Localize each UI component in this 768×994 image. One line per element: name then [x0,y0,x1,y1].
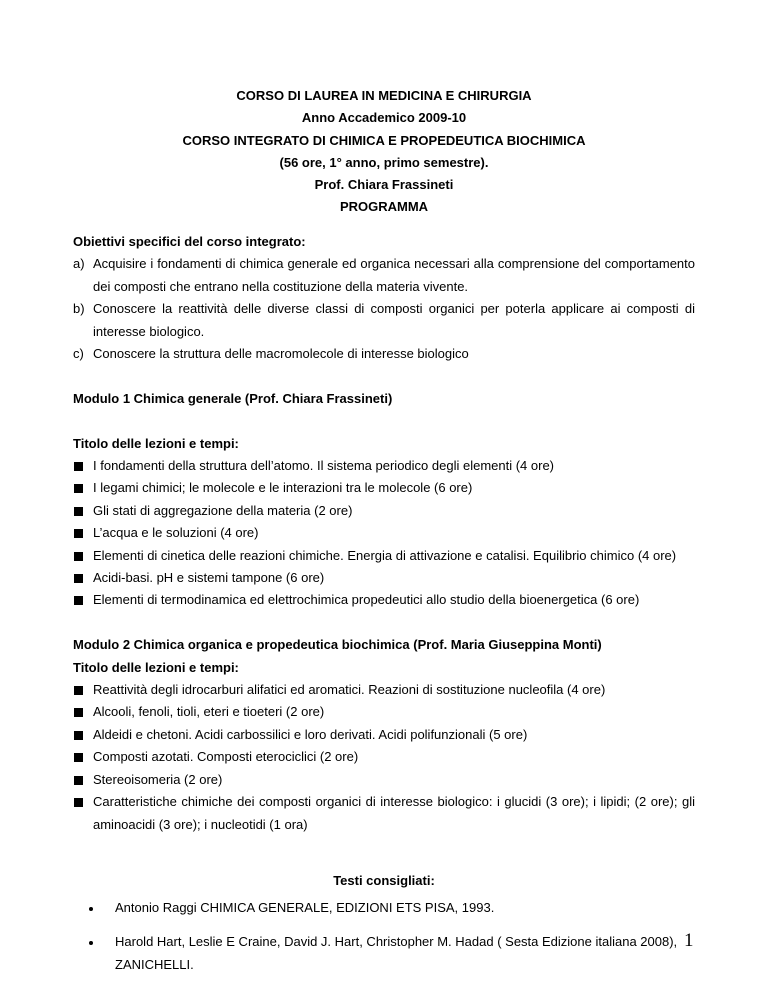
module2-title: Modulo 2 Chimica organica e propedeutica biochimica (Prof. Maria Giuseppina Monti) [73,637,602,653]
square-bullet-icon [73,522,93,544]
square-bullet-icon [73,769,93,791]
list-item: I legami chimici; le molecole e le interazioni tra le molecole (6 ore) [73,477,695,499]
square-bullet-icon [73,589,93,611]
objective-item: c) Conoscere la struttura delle macromolecole di interesse biologico [73,346,469,362]
course-degree-title: CORSO DI LAUREA IN MEDICINA E CHIRURGIA [236,88,532,103]
book-item: Harold Hart, Leslie E Craine, David J. Hart, Christopher M. Hadad ( Sesta Edizione italiana 2008), ZANICHELLI. [73,931,695,976]
list-item: Reattività degli idrocarburi alifatici ed aromatici. Reazioni di sostituzione nucleofila (4 ore) [73,679,695,701]
module1-subtitle: Titolo delle lezioni e tempi: [73,435,239,451]
module2-subtitle: Titolo delle lezioni e tempi: [73,659,239,675]
square-bullet-icon [73,567,93,589]
square-bullet-icon [73,455,93,477]
page-number: 1 [684,930,694,951]
list-item: Caratteristiche chimiche dei composti organici di interesse biologico: i glucidi (3 ore); i lipidi; (2 ore); gli aminoacidi (3 ore); i nucleotidi (1 ora) [73,791,695,836]
document-header [0,85,768,219]
list-item: Alcooli, fenoli, tioli, eteri e tioeteri (2 ore) [73,701,695,723]
square-bullet-icon [73,746,93,768]
module1-title: Modulo 1 Chimica generale (Prof. Chiara Frassineti) [73,390,393,406]
list-item: Acidi-basi. pH e sistemi tampone (6 ore) [73,567,695,589]
square-bullet-icon [73,791,93,836]
list-item: Composti azotati. Composti eterociclici (2 ore) [73,746,695,768]
objective-item: b) Conoscere la reattività delle diverse classi di composti organici per poterla applicare ai composti di interesse biologico. [73,301,695,339]
bullet-dot-icon [73,931,115,976]
list-item: I fondamenti della struttura dell’atomo. Il sistema periodico degli elementi (4 ore) [73,455,695,477]
objective-item: a) Acquisire i fondamenti di chimica generale ed organica necessari alla comprensione del comportamento dei composti che entrano nella costituzione della materia vivente. [73,256,695,294]
list-item: L’acqua e le soluzioni (4 ore) [73,522,695,544]
bullet-dot-icon [73,897,115,919]
list-item: Gli stati di aggregazione della materia (2 ore) [73,500,695,522]
list-item: Elementi di termodinamica ed elettrochimica propedeutici allo studio della bioenergetica (6 ore) [73,589,695,611]
list-item: Elementi di cinetica delle reazioni chimiche. Energia di attivazione e catalisi. Equilibrio chimico (4 ore) [73,545,695,567]
objectives-title: Obiettivi specifici del corso integrato: [73,234,306,249]
square-bullet-icon [73,545,93,567]
square-bullet-icon [73,679,93,701]
square-bullet-icon [73,477,93,499]
square-bullet-icon [73,500,93,522]
course-hours: (56 ore, 1° anno, primo semestre). [279,154,489,170]
book-item: Antonio Raggi CHIMICA GENERALE, EDIZIONI ETS PISA, 1993. [73,897,695,919]
academic-year: Anno Accademico 2009-10 [301,110,467,126]
professor-name: Prof. Chiara Frassineti [314,177,454,193]
programma-heading: PROGRAMMA [339,199,429,215]
square-bullet-icon [73,701,93,723]
integrated-course-title: CORSO INTEGRATO DI CHIMICA E PROPEDEUTICA BIOCHIMICA [182,132,586,148]
square-bullet-icon [73,724,93,746]
list-item: Aldeidi e chetoni. Acidi carbossilici e loro derivati. Acidi polifunzionali (5 ore) [73,724,695,746]
books-title: Testi consigliati: [333,873,435,889]
document-body [73,231,695,976]
list-item: Stereoisomeria (2 ore) [73,769,695,791]
